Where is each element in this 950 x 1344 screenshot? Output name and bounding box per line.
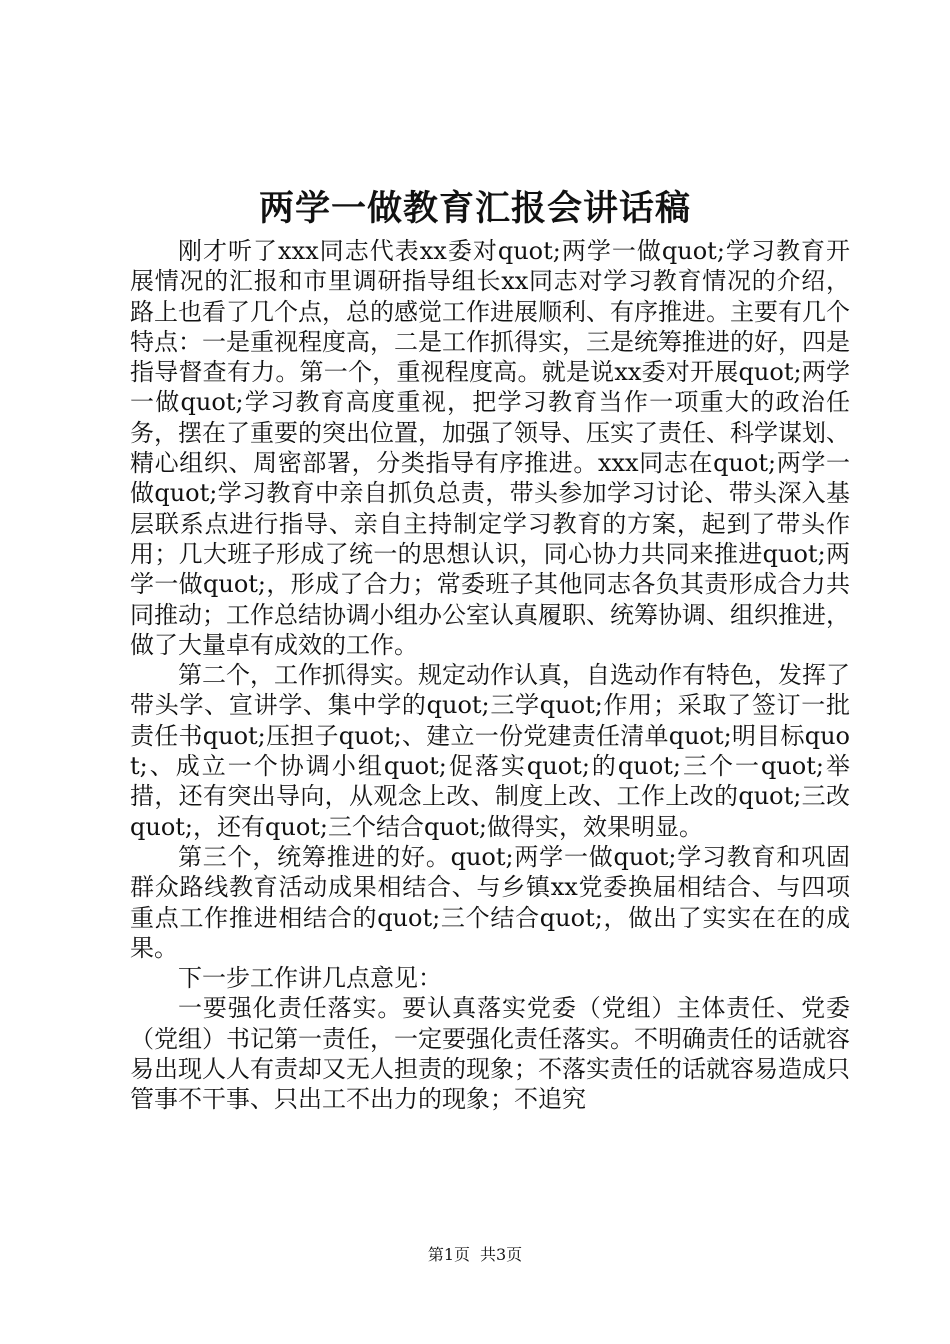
document-title: 两学一做教育汇报会讲话稿 xyxy=(258,188,691,229)
page-number: 第1页 xyxy=(427,1245,470,1264)
paragraph-5: 一要强化责任落实。要认真落实党委（党组）主体责任、党委（党组）书记第一责任，一定要强化责任落实。不明确责任的话就容易出现人人有责却又无人担责的现象；不落实责任的话就容易造成只管事不干事、只出工不出力的现象；不追究 xyxy=(130,994,850,1114)
document-body xyxy=(130,236,850,1115)
paragraph-3: 第三个，统筹推进的好。quot;两学一做quot;学习教育和巩固群众路线教育活动成果相结合、与乡镇xx党委换届相结合、与四项重点工作推进相结合的quot;三个结合quot;，做出了实实在在的成果。 xyxy=(130,842,850,962)
paragraph-2: 第二个，工作抓得实。规定动作认真，自选动作有特色，发挥了带头学、宣讲学、集中学的quot;三学quot;作用；采取了签订一批责任书quot;压担子quot;、建立一份党建责任清单quot;明目标quot;、成立一个协调小组quot;促落实quot;的quot;三个一quot;举措，还有突出导向，从观念上改、制度上改、工作上改的quot;三改quot;，还有quot;三个结合quot;做得实，效果明显。 xyxy=(130,661,850,841)
paragraph-4: 下一步工作讲几点意见： xyxy=(178,964,442,993)
paragraph-1: 刚才听了xxx同志代表xx委对quot;两学一做quot;学习教育开展情况的汇报和市里调研指导组长xx同志对学习教育情况的介绍，路上也看了几个点，总的感觉工作进展顺利、有序推进。主要有几个特点：一是重视程度高，二是工作抓得实，三是统筹推进的好，四是指导督查有力。第一个，重视程度高。就是说xx委对开展quot;两学一做quot;学习教育高度重视，把学习教育当作一项重大的政治任务，摆在了重要的突出位置，加强了领导、压实了责任、科学谋划、精心组织、周密部署，分类指导有序推进。xxx同志在quot;两学一做quot;学习教育中亲自抓负总责，带头参加学习讨论、带头深入基层联系点进行指导、亲自主持制定学习教育的方案，起到了带头作用；几大班子形成了统一的思想认识，同心协力共同来推进quot;两学一做quot;，形成了合力；常委班子其他同志各负其责形成合力共同推动；工作总结协调小组办公室认真履职、统筹协调、组织推进，做了大量卓有成效的工作。 xyxy=(130,237,850,659)
page-footer xyxy=(0,1243,950,1267)
page-total: 共3页 xyxy=(480,1245,523,1264)
